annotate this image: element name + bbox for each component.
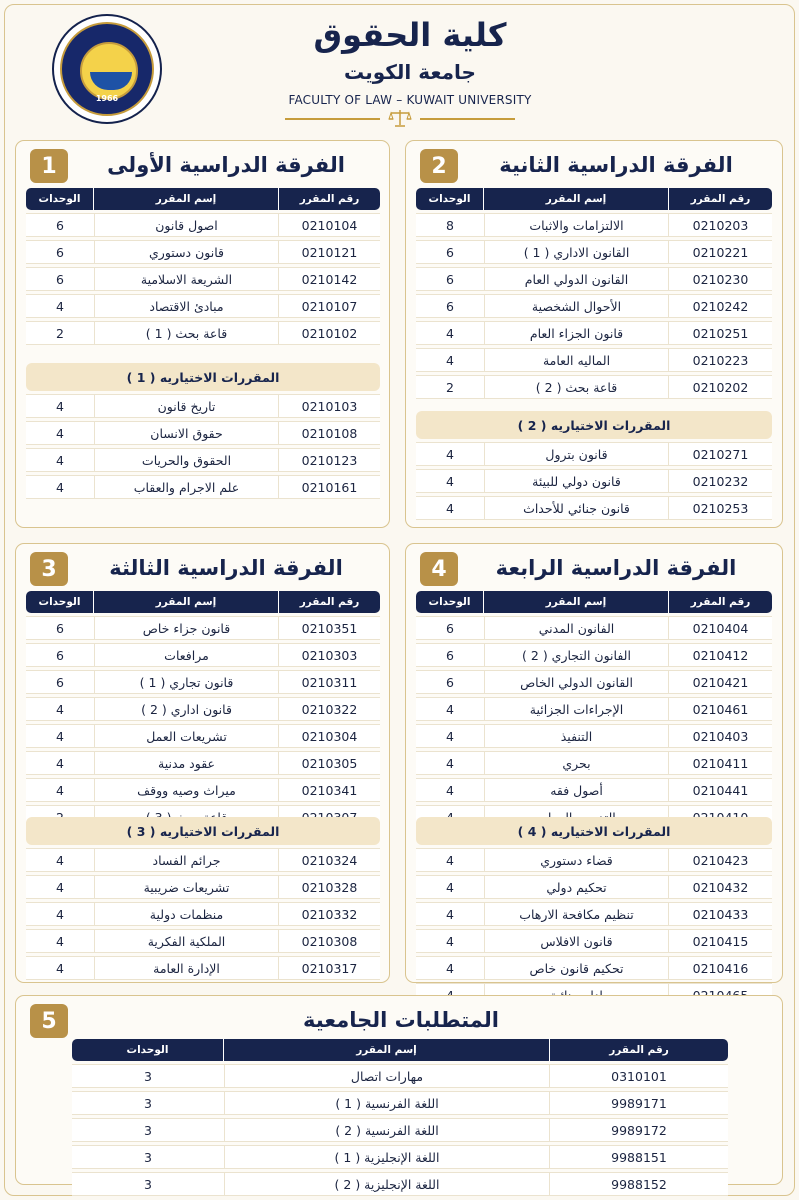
units-cell: 4 xyxy=(416,321,484,345)
course-name-header: إسم المقرر xyxy=(94,188,279,210)
course-name-cell: عقود مدنية xyxy=(94,751,279,775)
table-row xyxy=(26,643,380,667)
units-cell: 4 xyxy=(26,875,94,899)
table-header-row xyxy=(416,591,772,613)
table-row xyxy=(416,240,772,264)
table-row xyxy=(26,213,380,237)
table-row xyxy=(416,321,772,345)
electives-table xyxy=(416,439,772,523)
section-number-badge: 2 xyxy=(420,149,458,183)
units-cell: 4 xyxy=(416,956,484,980)
course-name-cell: منظمات دولية xyxy=(94,902,279,926)
header-divider-left xyxy=(285,118,380,120)
course-code-cell: 0210104 xyxy=(279,213,380,237)
course-name-cell: الشريعة الاسلامية xyxy=(94,267,279,291)
units-cell: 4 xyxy=(26,421,94,445)
course-code-cell: 0210230 xyxy=(669,267,772,291)
table-row xyxy=(26,394,380,418)
course-name-cell: اللغة الإنجليزية ( 2 ) xyxy=(224,1172,550,1196)
units-cell: 4 xyxy=(26,902,94,926)
units-cell: 6 xyxy=(26,643,94,667)
table-header-row xyxy=(72,1039,728,1061)
course-name-cell: اللغة الإنجليزية ( 1 ) xyxy=(224,1145,550,1169)
units-cell: 2 xyxy=(26,321,94,345)
courses-table xyxy=(416,588,772,832)
table-row xyxy=(416,496,772,520)
units-cell: 4 xyxy=(416,929,484,953)
units-cell: 6 xyxy=(26,670,94,694)
table-row xyxy=(416,469,772,493)
units-header: الوحدات xyxy=(26,188,94,210)
logo-year: 1966 xyxy=(95,94,119,103)
course-name-cell: أصول فقه xyxy=(484,778,669,802)
course-name-header: إسم المقرر xyxy=(484,591,669,613)
faculty-title: كلية الحقوق xyxy=(313,16,507,54)
course-code-cell: 0210161 xyxy=(279,475,380,499)
units-header: الوحدات xyxy=(26,591,94,613)
kuwait-university-logo xyxy=(52,14,162,124)
table-row xyxy=(416,442,772,466)
units-cell: 4 xyxy=(416,496,484,520)
units-cell: 3 xyxy=(72,1118,224,1142)
course-code-cell: 0210203 xyxy=(669,213,772,237)
course-code-cell: 0210441 xyxy=(669,778,772,802)
faculty-title-english: FACULTY OF LAW – KUWAIT UNIVERSITY xyxy=(288,93,532,107)
table-row xyxy=(416,348,772,372)
course-name-cell: تشريعات العمل xyxy=(94,724,279,748)
table-header-row xyxy=(26,188,380,210)
university-title: جامعة الكويت xyxy=(344,60,476,84)
units-cell: 3 xyxy=(72,1172,224,1196)
electives-heading: المقررات الاختياريه ( 2 ) xyxy=(416,411,772,439)
course-code-cell: 0210404 xyxy=(669,616,772,640)
section-university-requirements xyxy=(15,995,783,1192)
course-name-cell: مبادئ الاقتصاد xyxy=(94,294,279,318)
course-code-cell: 9988151 xyxy=(550,1145,728,1169)
units-header: الوحدات xyxy=(416,188,484,210)
table-row xyxy=(416,616,772,640)
course-name-cell: القانون الدولي العام xyxy=(484,267,669,291)
units-cell: 6 xyxy=(416,294,484,318)
course-code-cell: 0210351 xyxy=(279,616,380,640)
table-row xyxy=(26,448,380,472)
table-row xyxy=(416,778,772,802)
section-number-badge: 1 xyxy=(30,149,68,183)
course-name-cell: قانون الافلاس xyxy=(484,929,669,953)
course-code-cell: 0210202 xyxy=(669,375,772,399)
units-cell: 4 xyxy=(26,929,94,953)
course-name-cell: الفانون المدني xyxy=(484,616,669,640)
course-name-cell: الالتزامات والاثبات xyxy=(484,213,669,237)
units-cell: 4 xyxy=(26,294,94,318)
course-code-cell: 0210223 xyxy=(669,348,772,372)
table-row xyxy=(416,697,772,721)
units-cell: 6 xyxy=(416,670,484,694)
table-row xyxy=(26,697,380,721)
electives-heading: المقررات الاختياريه ( 3 ) xyxy=(26,817,380,845)
table-row xyxy=(26,267,380,291)
course-code-cell: 0210253 xyxy=(669,496,772,520)
course-code-cell: 0210103 xyxy=(279,394,380,418)
course-code-cell: 0210328 xyxy=(279,875,380,899)
units-cell: 4 xyxy=(416,348,484,372)
units-cell: 4 xyxy=(26,697,94,721)
logo-sun-emblem xyxy=(80,42,138,100)
section-number-badge: 4 xyxy=(420,552,458,586)
units-cell: 4 xyxy=(416,697,484,721)
course-code-cell: 0210251 xyxy=(669,321,772,345)
course-code-header: رقم المقرر xyxy=(279,188,380,210)
table-row xyxy=(26,294,380,318)
course-code-cell: 0210432 xyxy=(669,875,772,899)
table-row xyxy=(72,1145,728,1169)
course-code-cell: 0210271 xyxy=(669,442,772,466)
table-row xyxy=(72,1118,728,1142)
section-title: الفرقة الدراسية الثانية xyxy=(499,153,733,177)
table-row xyxy=(416,294,772,318)
section-title: المتطلبات الجامعية xyxy=(303,1008,499,1032)
course-name-cell: الحقوق والحريات xyxy=(94,448,279,472)
table-row xyxy=(26,778,380,802)
course-code-cell: 0210123 xyxy=(279,448,380,472)
section-number-badge: 3 xyxy=(30,552,68,586)
course-code-cell: 0210108 xyxy=(279,421,380,445)
table-row xyxy=(26,875,380,899)
course-name-cell: مهارات اتصال xyxy=(224,1064,550,1088)
table-row xyxy=(26,929,380,953)
units-header: الوحدات xyxy=(416,591,484,613)
table-header-row xyxy=(416,188,772,210)
electives-heading: المقررات الاختياريه ( 1 ) xyxy=(26,363,380,391)
courses-table xyxy=(26,185,380,348)
courses-table xyxy=(26,588,380,832)
table-row xyxy=(26,956,380,980)
course-code-header: رقم المقرر xyxy=(669,591,772,613)
course-name-cell: قانون دستوري xyxy=(94,240,279,264)
course-name-cell: قانون دولي للبيئة xyxy=(484,469,669,493)
course-code-cell: 0210304 xyxy=(279,724,380,748)
course-name-cell: تشريعات ضريبية xyxy=(94,875,279,899)
units-cell: 4 xyxy=(26,956,94,980)
course-name-cell: علم الاجرام والعقاب xyxy=(94,475,279,499)
course-name-cell: الإدارة العامة xyxy=(94,956,279,980)
units-cell: 4 xyxy=(416,875,484,899)
course-code-cell: 0210421 xyxy=(669,670,772,694)
electives-table xyxy=(26,845,380,983)
units-cell: 4 xyxy=(416,751,484,775)
table-row xyxy=(26,670,380,694)
course-code-cell: 0210412 xyxy=(669,643,772,667)
units-cell: 6 xyxy=(416,240,484,264)
course-name-cell: جرائم الفساد xyxy=(94,848,279,872)
table-row xyxy=(26,240,380,264)
course-code-cell: 0210317 xyxy=(279,956,380,980)
course-code-cell: 0210403 xyxy=(669,724,772,748)
table-row xyxy=(416,902,772,926)
course-code-cell: 0210341 xyxy=(279,778,380,802)
units-cell: 3 xyxy=(72,1091,224,1115)
table-row xyxy=(26,321,380,345)
course-name-cell: قانون اداري ( 2 ) xyxy=(94,697,279,721)
course-name-cell: الفانون التجاري ( 2 ) xyxy=(484,643,669,667)
course-code-cell: 9989171 xyxy=(550,1091,728,1115)
units-cell: 3 xyxy=(72,1145,224,1169)
header-divider-right xyxy=(420,118,515,120)
table-header-row xyxy=(26,591,380,613)
table-row xyxy=(26,616,380,640)
course-name-cell: الملكية الفكرية xyxy=(94,929,279,953)
course-code-cell: 0210322 xyxy=(279,697,380,721)
units-cell: 6 xyxy=(26,616,94,640)
course-code-cell: 0210311 xyxy=(279,670,380,694)
units-cell: 4 xyxy=(416,469,484,493)
course-code-cell: 9988152 xyxy=(550,1172,728,1196)
table-row xyxy=(416,724,772,748)
course-name-cell: اللغة الفرنسية ( 1 ) xyxy=(224,1091,550,1115)
electives-table xyxy=(26,391,380,502)
units-cell: 4 xyxy=(416,442,484,466)
course-name-cell: قانون جنائي للأحداث xyxy=(484,496,669,520)
course-name-cell: الأحوال الشخصية xyxy=(484,294,669,318)
course-name-header: إسم المقرر xyxy=(224,1039,550,1061)
course-name-cell: القانون الاداري ( 1 ) xyxy=(484,240,669,264)
units-cell: 4 xyxy=(26,751,94,775)
section-title: الفرقة الدراسية الأولى xyxy=(107,153,345,177)
table-row xyxy=(72,1172,728,1196)
table-row xyxy=(416,267,772,291)
table-row xyxy=(26,848,380,872)
course-name-cell: تحكيم قانون خاص xyxy=(484,956,669,980)
scales-of-justice-icon xyxy=(388,108,412,128)
units-cell: 4 xyxy=(26,848,94,872)
course-code-cell: 0210423 xyxy=(669,848,772,872)
section-year-4 xyxy=(405,543,783,983)
course-name-cell: تاريخ قانون xyxy=(94,394,279,418)
course-code-cell: 0210308 xyxy=(279,929,380,953)
course-code-cell: 0210221 xyxy=(669,240,772,264)
units-cell: 4 xyxy=(416,902,484,926)
course-name-header: إسم المقرر xyxy=(484,188,669,210)
table-row xyxy=(416,751,772,775)
units-cell: 6 xyxy=(416,643,484,667)
page-header xyxy=(0,0,799,135)
table-row xyxy=(416,375,772,399)
course-name-cell: مرافعات xyxy=(94,643,279,667)
course-code-cell: 0210305 xyxy=(279,751,380,775)
section-year-2 xyxy=(405,140,783,528)
units-cell: 4 xyxy=(26,475,94,499)
table-row xyxy=(416,848,772,872)
units-cell: 3 xyxy=(72,1064,224,1088)
course-code-cell: 0210332 xyxy=(279,902,380,926)
units-cell: 4 xyxy=(416,848,484,872)
section-year-1 xyxy=(15,140,390,528)
units-cell: 8 xyxy=(416,213,484,237)
section-title: الفرقة الدراسية الثالثة xyxy=(109,556,343,580)
table-row xyxy=(416,875,772,899)
units-cell: 6 xyxy=(26,213,94,237)
table-row xyxy=(72,1064,728,1088)
units-cell: 4 xyxy=(26,724,94,748)
course-name-cell: قانون بترول xyxy=(484,442,669,466)
units-cell: 4 xyxy=(416,724,484,748)
section-title: الفرقة الدراسية الرابعة xyxy=(495,556,737,580)
course-name-cell: تحكيم دولي xyxy=(484,875,669,899)
course-code-header: رقم المقرر xyxy=(550,1039,728,1061)
table-row xyxy=(26,902,380,926)
course-name-cell: قضاء دستوري xyxy=(484,848,669,872)
course-name-cell: حقوق الانسان xyxy=(94,421,279,445)
units-cell: 4 xyxy=(26,778,94,802)
table-row xyxy=(26,724,380,748)
courses-table xyxy=(416,185,772,402)
units-cell: 4 xyxy=(26,394,94,418)
electives-table xyxy=(416,845,772,1010)
course-name-cell: الإجراءات الجزائية xyxy=(484,697,669,721)
course-code-header: رقم المقرر xyxy=(279,591,380,613)
course-code-cell: 0310101 xyxy=(550,1064,728,1088)
units-cell: 6 xyxy=(26,240,94,264)
course-code-cell: 0210232 xyxy=(669,469,772,493)
course-code-cell: 0210121 xyxy=(279,240,380,264)
course-code-cell: 9989172 xyxy=(550,1118,728,1142)
course-name-cell: قاعة بحث ( 2 ) xyxy=(484,375,669,399)
course-name-cell: قانون الجزاء العام xyxy=(484,321,669,345)
course-code-cell: 0210107 xyxy=(279,294,380,318)
units-cell: 4 xyxy=(416,778,484,802)
table-row xyxy=(416,643,772,667)
course-code-cell: 0210461 xyxy=(669,697,772,721)
course-code-cell: 0210416 xyxy=(669,956,772,980)
course-name-cell: التنفيذ xyxy=(484,724,669,748)
table-row xyxy=(26,421,380,445)
course-code-cell: 0210415 xyxy=(669,929,772,953)
course-name-cell: اصول قانون xyxy=(94,213,279,237)
table-row xyxy=(416,956,772,980)
course-name-cell: الماليه العامة xyxy=(484,348,669,372)
units-cell: 4 xyxy=(26,448,94,472)
course-name-cell: قانون تجاري ( 1 ) xyxy=(94,670,279,694)
units-cell: 6 xyxy=(416,267,484,291)
course-code-cell: 0210142 xyxy=(279,267,380,291)
course-name-cell: بحري xyxy=(484,751,669,775)
table-row xyxy=(72,1091,728,1115)
table-row xyxy=(26,475,380,499)
course-name-cell: قانون جزاء خاص xyxy=(94,616,279,640)
units-cell: 6 xyxy=(416,616,484,640)
table-row xyxy=(416,213,772,237)
course-name-cell: القانون الدولي الخاص xyxy=(484,670,669,694)
course-name-cell: اللغة الفرنسية ( 2 ) xyxy=(224,1118,550,1142)
course-name-cell: تنظيم مكافحة الارهاب xyxy=(484,902,669,926)
courses-table xyxy=(72,1036,728,1199)
table-row xyxy=(26,751,380,775)
course-code-cell: 0210102 xyxy=(279,321,380,345)
course-code-cell: 0210324 xyxy=(279,848,380,872)
course-name-header: إسم المقرر xyxy=(94,591,279,613)
section-year-3 xyxy=(15,543,390,983)
course-code-cell: 0210303 xyxy=(279,643,380,667)
course-name-cell: ميراث وصيه ووقف xyxy=(94,778,279,802)
course-name-cell: قاعة بحث ( 1 ) xyxy=(94,321,279,345)
logo-sea-ship-icon xyxy=(90,72,132,90)
course-code-header: رقم المقرر xyxy=(669,188,772,210)
course-code-cell: 0210242 xyxy=(669,294,772,318)
table-row xyxy=(416,929,772,953)
course-code-cell: 0210433 xyxy=(669,902,772,926)
course-code-cell: 0210411 xyxy=(669,751,772,775)
table-row xyxy=(416,670,772,694)
units-cell: 2 xyxy=(416,375,484,399)
section-number-badge: 5 xyxy=(30,1004,68,1038)
units-header: الوحدات xyxy=(72,1039,224,1061)
units-cell: 6 xyxy=(26,267,94,291)
electives-heading: المقررات الاختياريه ( 4 ) xyxy=(416,817,772,845)
